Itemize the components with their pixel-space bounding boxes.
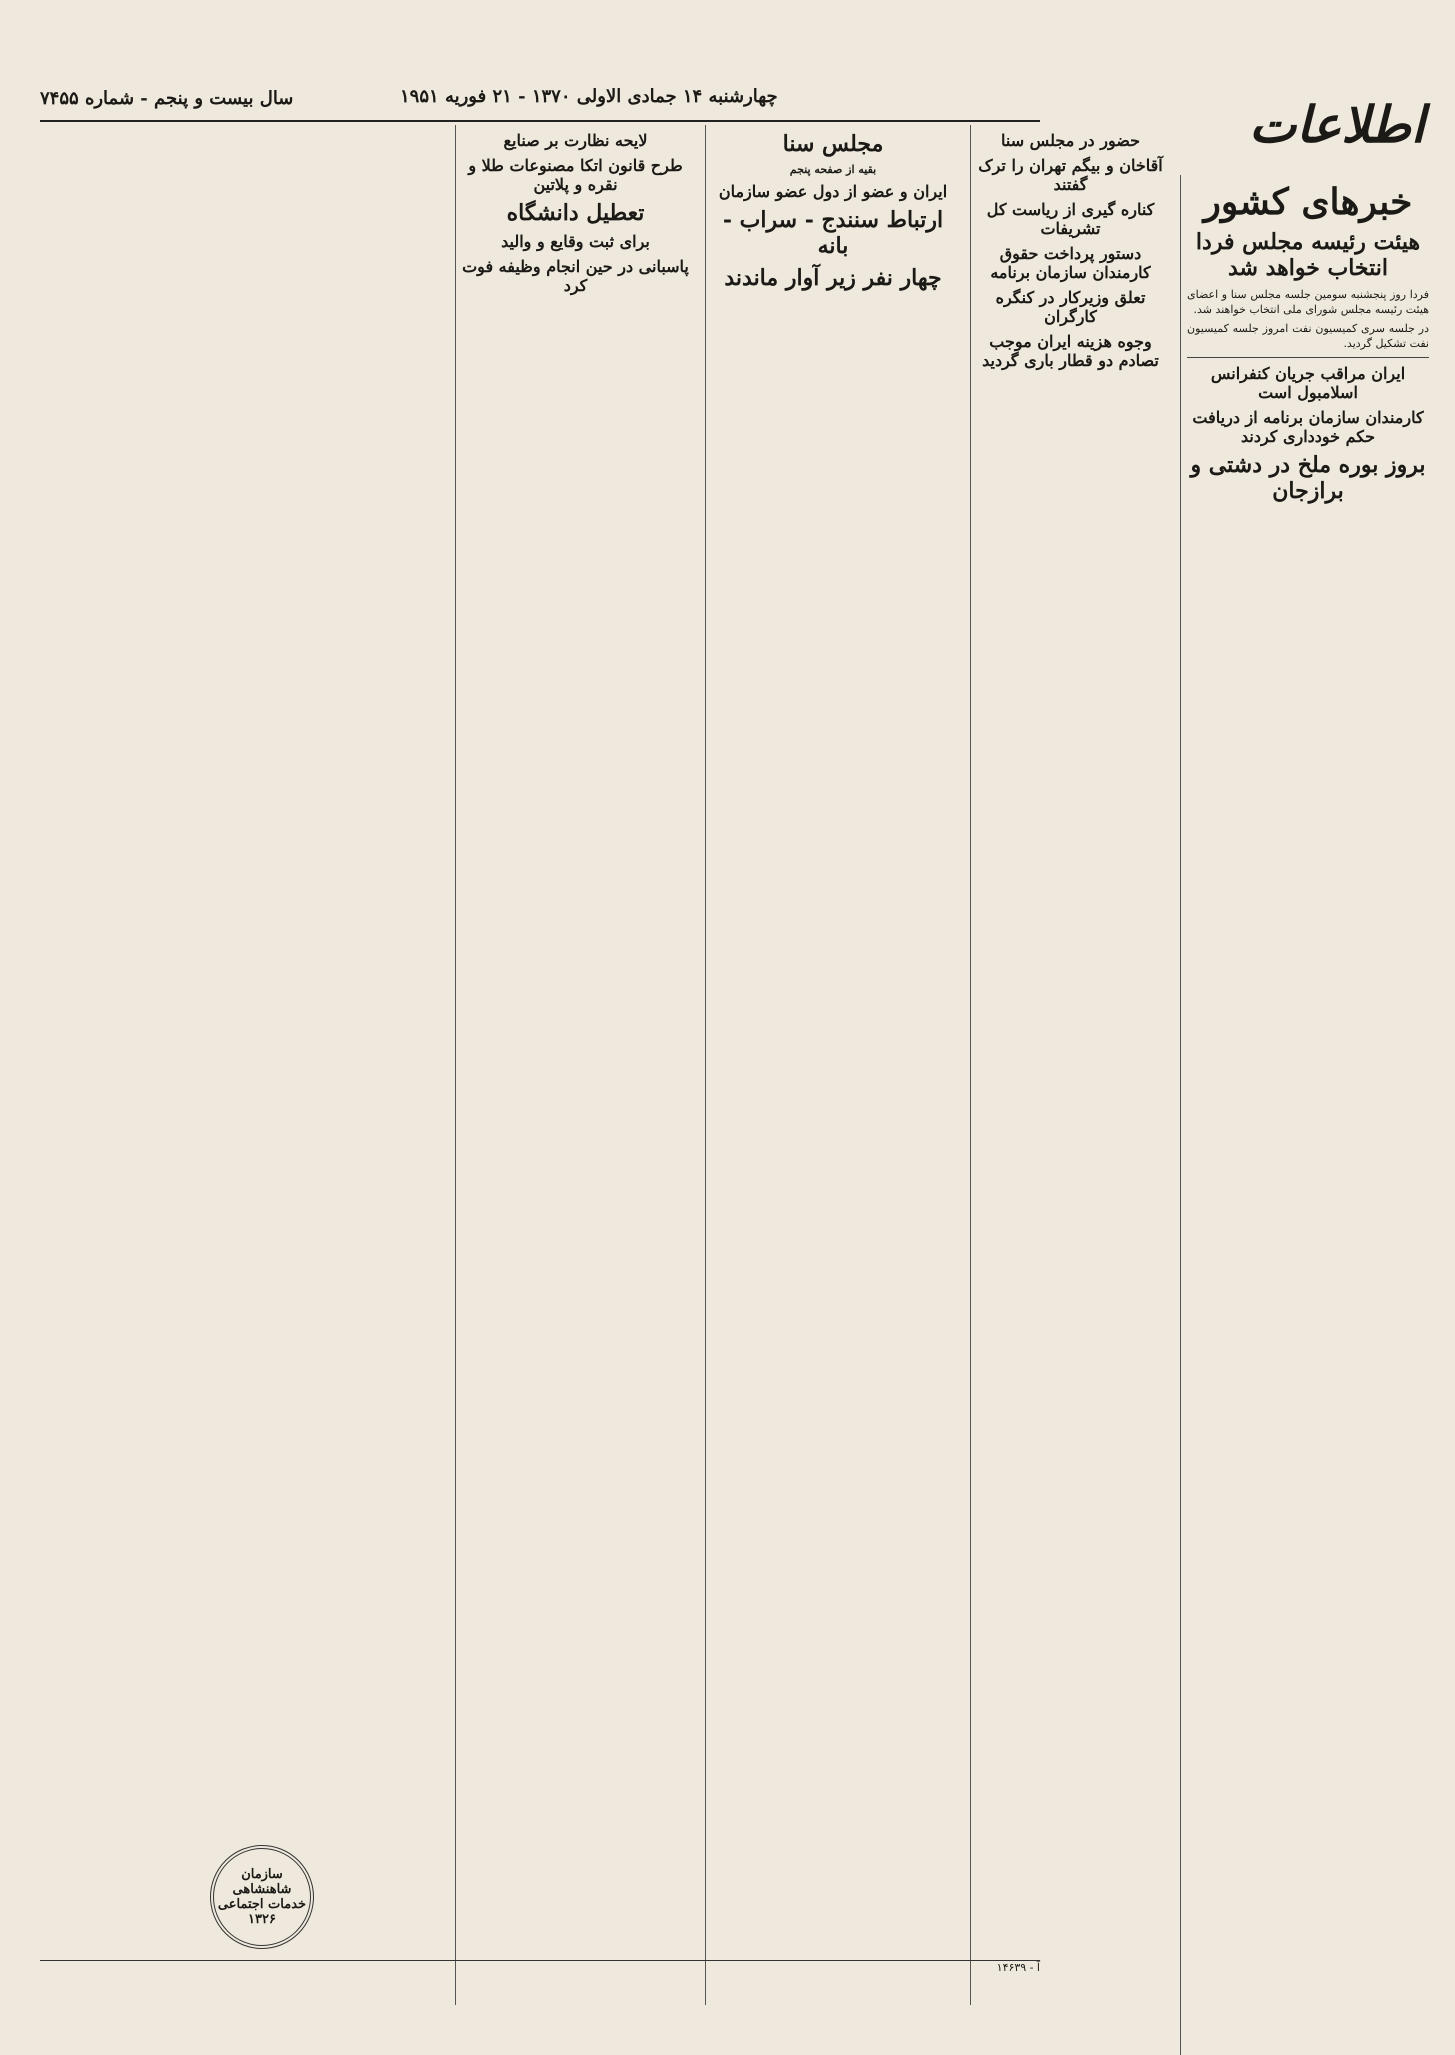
issue-number: سال بیست و پنجم - شماره ۷۴۵۵: [40, 88, 294, 109]
col1-subtitle: هیئت رئیسه مجلس فردا انتخاب خواهد شد: [1195, 229, 1421, 281]
col4-headline4: پاسبانی در حین انجام وظیفه فوت کرد: [462, 257, 689, 295]
col2-headline6: وجوه هزینه ایران موجب تصادم دو قطار باری گردید: [982, 332, 1159, 370]
col2-headline2: آقاخان و بیگم تهران را ترک گفتند: [978, 156, 1163, 194]
col4-subtitle: طرح قانون اتکا مصنوعات طلا و نقره و پلاتین: [468, 156, 683, 194]
col3-headline2: ایران و عضو از دول عضو سازمان: [718, 182, 948, 201]
column-2: [970, 125, 1170, 2005]
col2-headline4: دستور پرداخت حقوق کارمندان سازمان برنامه: [990, 244, 1151, 282]
column-4: [455, 125, 695, 2005]
col1-headline4: بروز بوره ملخ در دشتی و برازجان: [1190, 452, 1426, 504]
col2-headline5: تعلق وزیرکار در کنگره کارگران: [995, 288, 1146, 326]
col3-headline3: ارتباط سنندج - سراب - بانه: [722, 207, 944, 259]
col1-p2: در جلسه سری کمیسیون نفت امروز جلسه کمیسیون نفت تشکیل گردید.: [1187, 322, 1429, 350]
page-footer: آ - ۱۴۶۳۹: [40, 1960, 1040, 2001]
newspaper-masthead: اطلاعات: [1249, 95, 1425, 154]
col1-title: خبرهای کشور: [1203, 181, 1413, 223]
col2-headline3: کناره گیری از ریاست کل تشریفات: [986, 200, 1155, 238]
col3-headline4: چهار نفر زیر آوار ماندند: [724, 265, 942, 291]
col2-title: حضور در مجلس سنا: [1000, 131, 1141, 150]
col4-headline3: برای ثبت وقایع و والید: [501, 232, 650, 251]
column-1: [1180, 175, 1435, 2055]
column-3: [705, 125, 960, 2005]
col3-title: مجلس سنا: [782, 131, 884, 157]
col1-p1: فردا روز پنجشنبه سومین جلسه مجلس سنا و اعضای هیئت رئیسه مجلس شورای ملی انتخاب خواهند شد.: [1187, 288, 1429, 316]
col3-subtitle: بقیه از صفحه پنجم: [789, 163, 877, 176]
col1-headline3: کارمندان سازمان برنامه از دریافت حکم خودداری کردند: [1192, 408, 1424, 446]
issue-date: چهارشنبه ۱۴ جمادی الاولی ۱۳۷۰ - ۲۱ فوریه ۱۹۵۱: [400, 86, 778, 107]
col1-headline2: ایران مراقب جریان کنفرانس اسلامبول است: [1210, 364, 1406, 402]
col4-title: لایحه نظارت بر صنایع: [503, 131, 648, 150]
seal-stamp: سازمان شاهنشاهی خدمات اجتماعی ۱۳۲۶: [210, 1845, 314, 1949]
page-header: [40, 70, 1040, 122]
divider: [1187, 357, 1429, 358]
col4-headline2: تعطیل دانشگاه: [506, 200, 645, 226]
